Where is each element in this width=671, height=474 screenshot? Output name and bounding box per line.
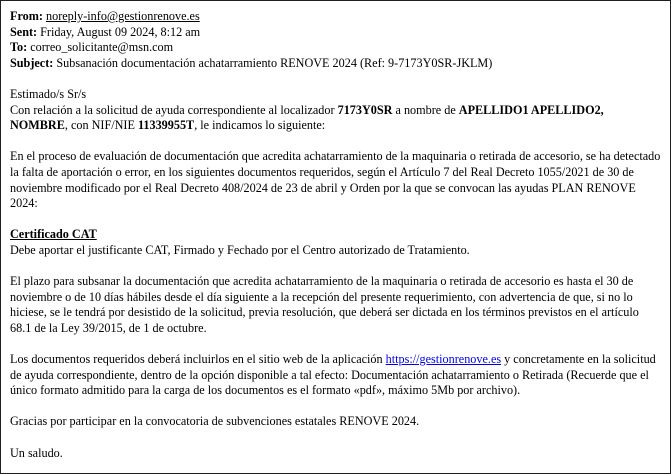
applicant-name: APELLIDO1 APELLIDO2, NOMBRE [10,102,604,133]
thanks-paragraph: Gracias por participar en la convocatoria de subvenciones estatales RENOVE 2024. [10,414,420,429]
header-subject [10,56,662,72]
upload-paragraph [10,352,662,399]
from-label: From: [10,9,43,23]
to-label: To: [10,40,28,55]
intro-text-1: Con relación a la solicitud de ayuda correspondiente al localizador [10,102,338,117]
subject-label: Subject: [10,55,54,70]
process-paragraph: En el proceso de evaluación de documentación que acredita achatarramiento de la maquinaria o retirada de accesorio, se ha detectado la falta de aportación o error, en los siguientes documentos requeridos, según el Artículo 7 del Real Decreto 1055/2021 de 30 de noviembre modificado por el Real Decreto 408/2024 de 23 de abril y Orden por la que se convocan las ayudas PLAN RENOVE 2024: [10,149,661,211]
cert-title-text: Certificado CAT [10,227,97,242]
deadline-paragraph: El plazo para subsanar la documentación que acredita achatarramiento de la maquinaria o retirada de accesorio es hasta el 30 de noviembre o de 10 días hábiles desde el día siguiente a la recepción del presente requerimiento, con advertencia de que, si no lo hiciese, se le tendrá por desistido de la solicitud, previa resolución, que deberá ser dictada en los términos previstos en el artículo 68.1 de la Ley 39/2015, de 1 de octubre. [10,274,639,335]
header-from [10,9,662,25]
intro-paragraph [10,103,662,134]
upload-text-2: y concretamente en la solicitud de ayuda correspondiente, dentro de la opción disponible a tal efecto: Documentación achatarramiento o Retirada (Recuerde que el único formato admitido para la carga de los documentos es el formato «pdf», máximo 5Mb por archivo). [10,352,656,398]
subject-value: Subsanación documentación achatarramiento RENOVE 2024 (Ref: 9-7173Y0SR-JKLM) [56,55,493,70]
locator: 7173Y0SR [337,102,393,117]
header-to [10,40,662,56]
sent-value: Friday, August 09 2024, 8:12 am [40,24,201,39]
website-link[interactable]: https://gestionrenove.es [385,352,502,367]
email-content [10,9,662,461]
nif: 11339955T [137,118,195,133]
cert-title [10,227,662,243]
greeting: Estimado/s Sr/s [10,86,87,101]
cert-text: Debe aportar el justificante CAT, Firmado y Fechado por el Centro autorizado de Tratamiento. [10,242,470,257]
from-address[interactable]: noreply-info@gestionrenove.es [46,9,200,23]
closing: Un saludo. [10,445,63,460]
header-sent [10,25,662,41]
intro-text-4: , le indicamos lo siguiente: [194,118,326,133]
sent-label: Sent: [10,24,38,39]
intro-text-3: , con NIF/NIE [64,118,138,133]
intro-text-2: a nombre de [392,102,459,117]
to-address: correo_solicitante@msn.com [30,40,174,55]
upload-text-1: Los documentos requeridos deberá incluirlos en el sitio web de la aplicación [10,352,386,367]
